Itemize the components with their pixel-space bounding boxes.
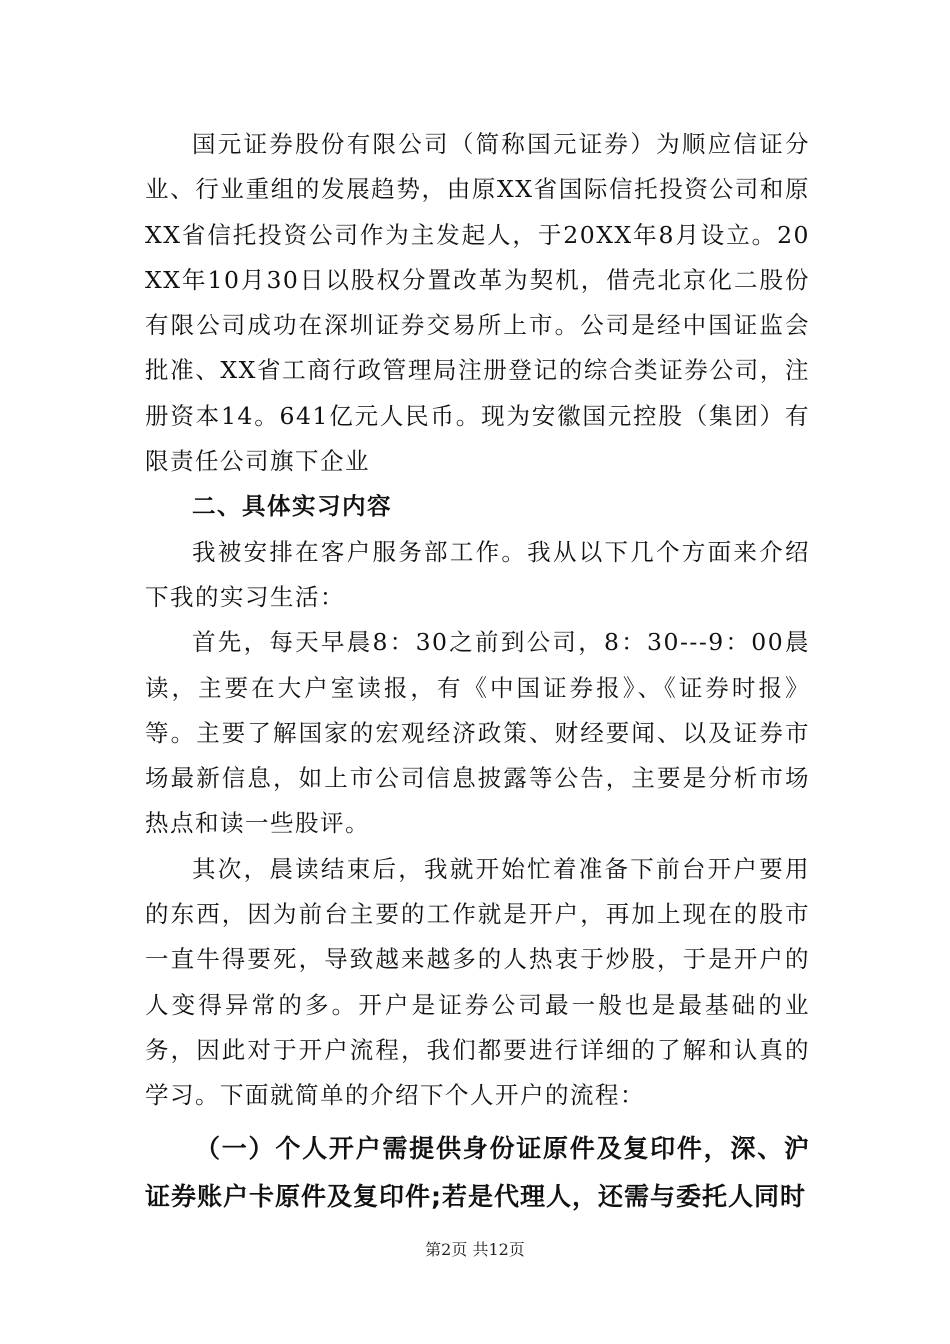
internship-intro-paragraph: 我被安排在客户服务部工作。我从以下几个方面来介绍下我的实习生活： xyxy=(145,537,810,611)
account-opening-paragraph: 其次，晨读结束后，我就开始忙着准备下前台开户要用的东西，因为前台主要的工作就是开户，再加上现在的股市一直牛得要死，导致越来越多的人热衷于炒股，于是开户的人变得异常的多。开户是证券公司最一般也是最基础的业务，因此对于开户流程，我们都要进行详细的了解和认真的学习。下面就简单的介绍下个人开户的流程： xyxy=(145,854,810,1110)
section-heading: 二、具体实习内容 xyxy=(192,492,392,521)
company-intro-paragraph: 国元证券股份有限公司（简称国元证券）为顺应信证分业、行业重组的发展趋势，由原XX省国际信托投资公司和原XX省信托投资公司作为主发起人，于20XX年8月设立。20XX年10月30日以股权分置改革为契机，借壳北京化二股份有限公司成功在深圳证券交易所上市。公司是经中国证监会批准、XX省工商行政管理局注册登记的综合类证券公司，注册资本14。641亿元人民币。现为安徽国元控股（集团）有限责任公司旗下企业 xyxy=(145,130,810,476)
page-footer: 第2页 共12页 xyxy=(425,1240,525,1259)
morning-reading-paragraph: 首先，每天早晨8：30之前到公司，8：30---9：00晨读，主要在大户室读报，有《中国证券报》、《证券时报》等。主要了解国家的宏观经济政策、财经要闻、以及证券市场最新信息，如上市公司信息披露等公告，主要是分析市场热点和读一些股评。 xyxy=(145,628,810,838)
document-body xyxy=(145,122,810,1221)
requirements-bold-paragraph: （一）个人开户需提供身份证原件及复印件，深、沪证券账户卡原件及复印件;若是代理人，还需与委托人同时 xyxy=(145,1133,810,1211)
